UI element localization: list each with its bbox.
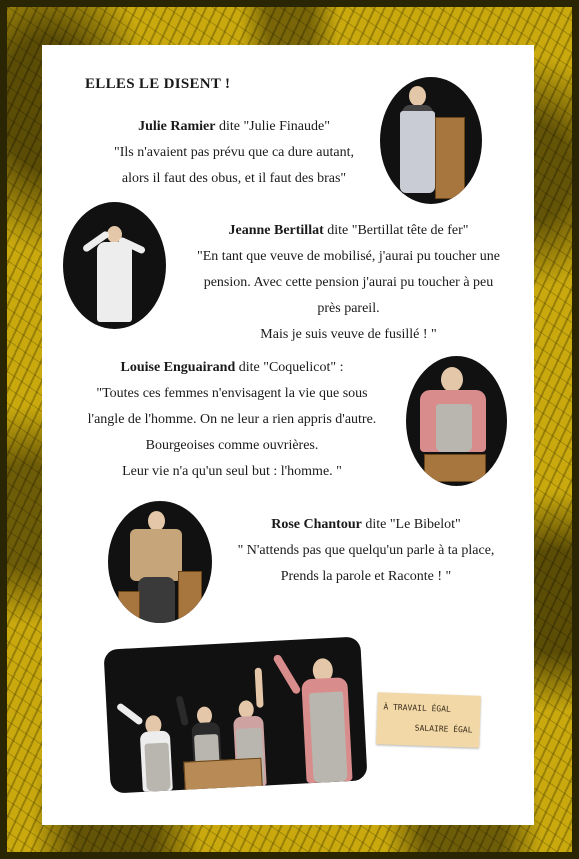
- quote-julie-ramier: [85, 114, 383, 192]
- quote-line: "Toutes ces femmes n'envisagent la vie que sous: [96, 386, 368, 401]
- photo-louise-enguairand: [406, 356, 507, 486]
- quote-line: Bourgeoises comme ouvrières.: [145, 438, 319, 453]
- quote-louise-enguairand: [68, 355, 396, 485]
- sign-line-1: À TRAVAIL ÉGAL: [383, 702, 451, 714]
- quote-rose-chantour: [220, 512, 512, 590]
- quote-line: Leur vie n'a qu'un seul but : l'homme. ": [122, 464, 342, 479]
- speaker-name: Rose Chantour: [271, 517, 362, 532]
- quote-line: alors il faut des obus, et il faut des bras": [121, 171, 347, 186]
- quote-line: Mais je suis veuve de fusillé ! ": [260, 327, 437, 342]
- quote-line: pension. Avec cette pension j'aurai pu toucher à peu: [203, 275, 494, 290]
- speaker-name: Julie Ramier: [138, 119, 216, 134]
- speaker-alias: dite "Le Bibelot": [361, 517, 461, 532]
- speaker-name: Jeanne Bertillat: [228, 223, 324, 238]
- quote-jeanne-bertillat: [176, 218, 521, 348]
- quote-line: "Ils n'avaient pas prévu que ca dure autant,: [114, 145, 354, 160]
- speaker-name: Louise Enguairand: [120, 360, 236, 375]
- photo-jeanne-bertillat: [63, 202, 166, 329]
- speaker-alias: dite "Julie Finaude": [215, 119, 330, 134]
- sign-line-2: SALAIRE ÉGAL: [414, 723, 473, 735]
- quote-line: "En tant que veuve de mobilisé, j'aurai pu toucher une: [197, 249, 500, 264]
- photo-rose-chantour: [108, 501, 212, 623]
- quote-line: Prends la parole et Raconte ! ": [280, 569, 452, 584]
- speaker-alias: dite "Coquelicot" :: [235, 360, 344, 375]
- quote-line: l'angle de l'homme. On ne leur a rien appris d'autre.: [87, 412, 377, 427]
- speaker-alias: dite "Bertillat tête de fer": [323, 223, 469, 238]
- group-photo: [103, 636, 367, 793]
- photo-julie-ramier: [380, 77, 482, 204]
- quote-line: près pareil.: [317, 301, 380, 316]
- protest-sign: [376, 692, 481, 748]
- page-title: ELLES LE DISENT !: [85, 76, 231, 92]
- quote-line: " N'attends pas que quelqu'un parle à ta place,: [237, 543, 495, 558]
